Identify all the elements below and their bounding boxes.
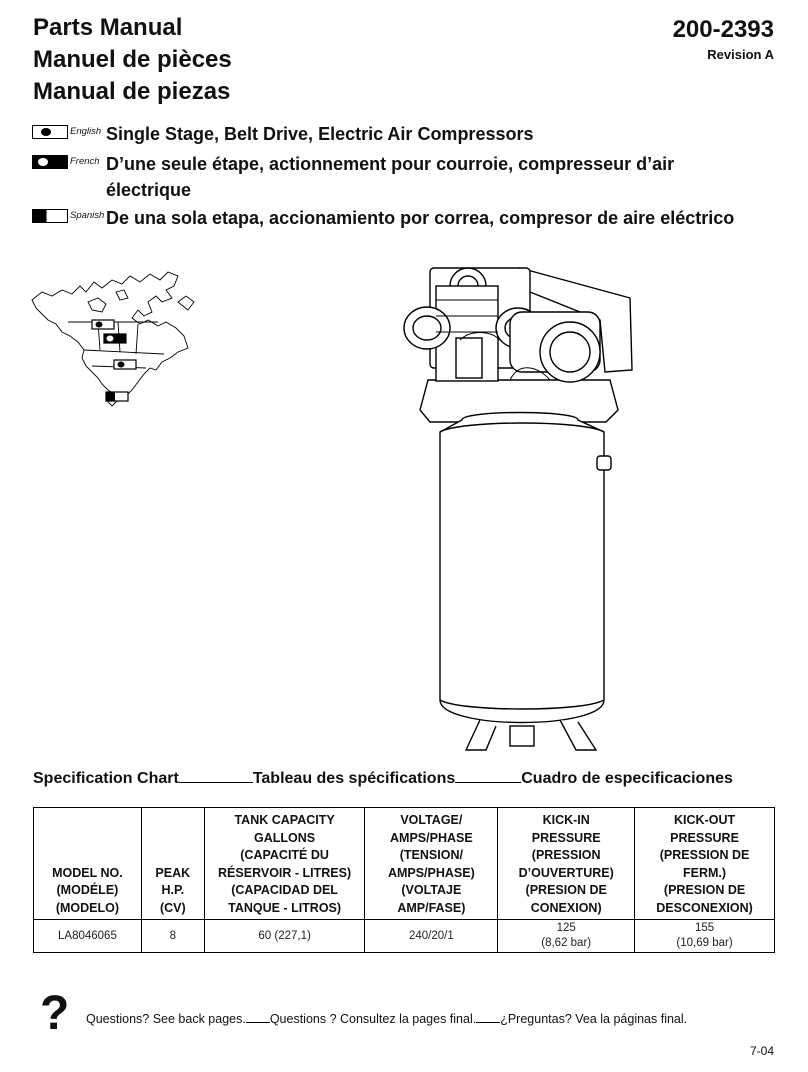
footer-code: 7-04 — [749, 1044, 774, 1058]
questions-line — [86, 1012, 687, 1026]
air-compressor-illustration — [400, 260, 640, 760]
north-america-map-icon — [28, 262, 198, 412]
flag-label: Spanish — [70, 210, 105, 221]
column-header-kick-in: KICK-IN PRESSURE (PRESSION D’OUVERTURE) (PRESION DE CONEXION) — [498, 808, 635, 920]
language-row-spanish — [30, 205, 756, 231]
question-mark-icon: ? — [40, 987, 70, 1040]
cell-kick-out: 155 (10,69 bar) — [635, 920, 775, 953]
column-header-voltage: VOLTAGE/ AMPS/PHASE (TENSION/ AMPS/PHASE) (VOLTAJE AMP/FASE) — [365, 808, 498, 920]
spec-chart-heading — [33, 770, 774, 788]
column-header-peak-hp: PEAK H.P. (CV) — [141, 808, 204, 920]
french-flag-icon — [30, 153, 106, 173]
questions-separator — [476, 1022, 500, 1023]
english-flag-icon — [30, 123, 106, 143]
questions-english: Questions? See back pages. — [86, 1012, 246, 1026]
title-spanish: Manual de piezas — [33, 78, 231, 105]
questions-separator — [246, 1022, 270, 1023]
document-number: 200-2393 — [672, 16, 774, 43]
spec-heading-english: Specification Chart — [33, 770, 179, 787]
questions-spanish: ¿Preguntas? Vea la páginas final. — [500, 1012, 688, 1026]
heading-separator — [179, 770, 253, 783]
column-header-tank-capacity: TANK CAPACITY GALLONS (CAPACITÉ DU RÉSERVOIR - LITRES) (CAPACIDAD DEL TANQUE - LITROS) — [204, 808, 365, 920]
cell-kick-in: 125 (8,62 bar) — [498, 920, 635, 953]
cell-tank-capacity: 60 (227,1) — [204, 920, 365, 953]
title-english: Parts Manual — [33, 14, 183, 41]
questions-french: Questions ? Consultez la pages final. — [269, 1012, 477, 1026]
column-header-model: MODEL NO. (MODÉLE) (MODELO) — [34, 808, 142, 920]
flag-label: French — [70, 156, 100, 167]
language-text: D’une seule étape, actionnement pour courroie, compresseur d’air électrique — [106, 154, 675, 200]
title-french: Manuel de pièces — [33, 46, 232, 73]
spec-heading-spanish: Cuadro de especificaciones — [521, 770, 733, 787]
language-text: De una sola etapa, accionamiento por correa, compresor de aire eléctrico — [106, 208, 735, 228]
heading-separator — [455, 770, 521, 783]
revision-label: Revision A — [707, 47, 774, 62]
language-row-french — [30, 151, 756, 203]
cell-peak-hp: 8 — [141, 920, 204, 953]
specification-table — [33, 807, 775, 953]
language-row-english — [30, 121, 756, 147]
table-row — [34, 920, 775, 953]
table-header-row — [34, 808, 775, 920]
flag-label: English — [70, 126, 102, 137]
column-header-kick-out: KICK-OUT PRESSURE (PRESSION DE FERM.) (PRESION DE DESCONEXION) — [635, 808, 775, 920]
spanish-flag-icon — [30, 207, 106, 227]
language-text: Single Stage, Belt Drive, Electric Air Compressors — [106, 124, 534, 144]
cell-voltage: 240/20/1 — [365, 920, 498, 953]
spec-heading-french: Tableau des spécifications — [252, 770, 456, 787]
cell-model: LA8046065 — [34, 920, 142, 953]
